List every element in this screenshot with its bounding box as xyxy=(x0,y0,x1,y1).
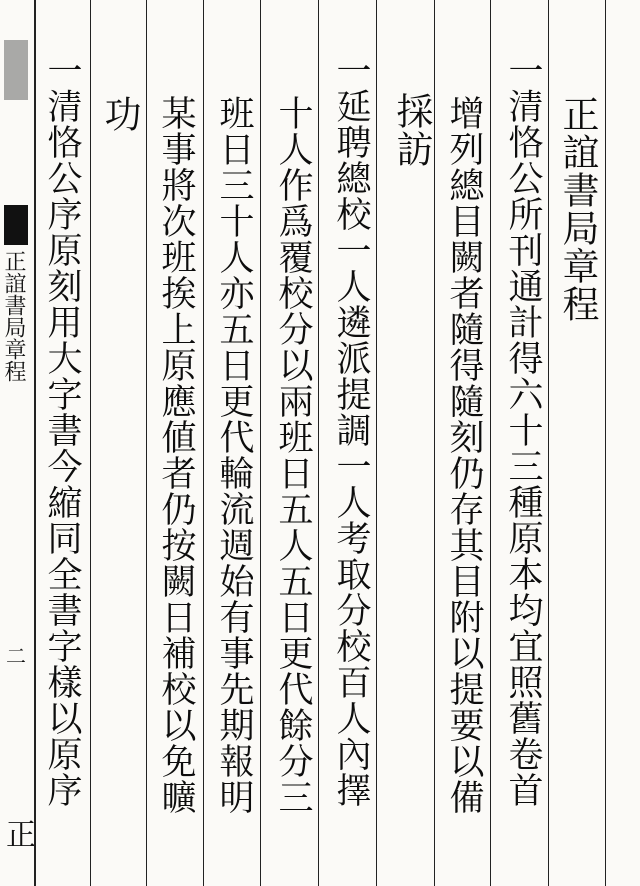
text-column: 班日三十人亦五日更代輪流週始有事先期報明 xyxy=(214,95,254,815)
margin-label: 正誼書局章程 xyxy=(1,250,26,382)
page-margin xyxy=(0,0,36,886)
column-rule xyxy=(376,0,377,886)
ink-blot xyxy=(4,205,28,245)
text-column: 功 xyxy=(98,95,141,133)
column-rule xyxy=(490,0,491,886)
text-column: 某事將次班挨上原應値者仍按闕日補校以免曠 xyxy=(156,95,196,815)
margin-bottom-char: 正 xyxy=(6,818,36,853)
text-column: 一延聘總校一人遴派提調一人考取分校百人內擇 xyxy=(331,52,371,808)
ink-blot xyxy=(4,40,28,100)
column-rule xyxy=(605,0,606,886)
column-rule xyxy=(203,0,204,886)
column-rule xyxy=(146,0,147,886)
text-column: 增列總目闕者隨得隨刻仍存其目附以提要以備 xyxy=(444,95,484,815)
column-rule xyxy=(434,0,435,886)
column-rule xyxy=(34,0,35,886)
text-column: 採訪 xyxy=(390,92,433,168)
column-rule xyxy=(90,0,91,886)
column-rule xyxy=(260,0,261,886)
column-rule xyxy=(548,0,549,886)
margin-mark: 二 xyxy=(6,644,26,668)
column-rule xyxy=(318,0,319,886)
text-column: 一清恪公所刊通計得六十三種原本均宜照舊卷首 xyxy=(503,52,543,808)
text-column: 十人作爲覆校分以兩班日五人五日更代餘分三 xyxy=(273,95,313,815)
document-title: 正誼書局章程 xyxy=(556,95,599,323)
text-column: 一清恪公序原刻用大字書今縮同全書字樣以原序 xyxy=(42,52,82,808)
